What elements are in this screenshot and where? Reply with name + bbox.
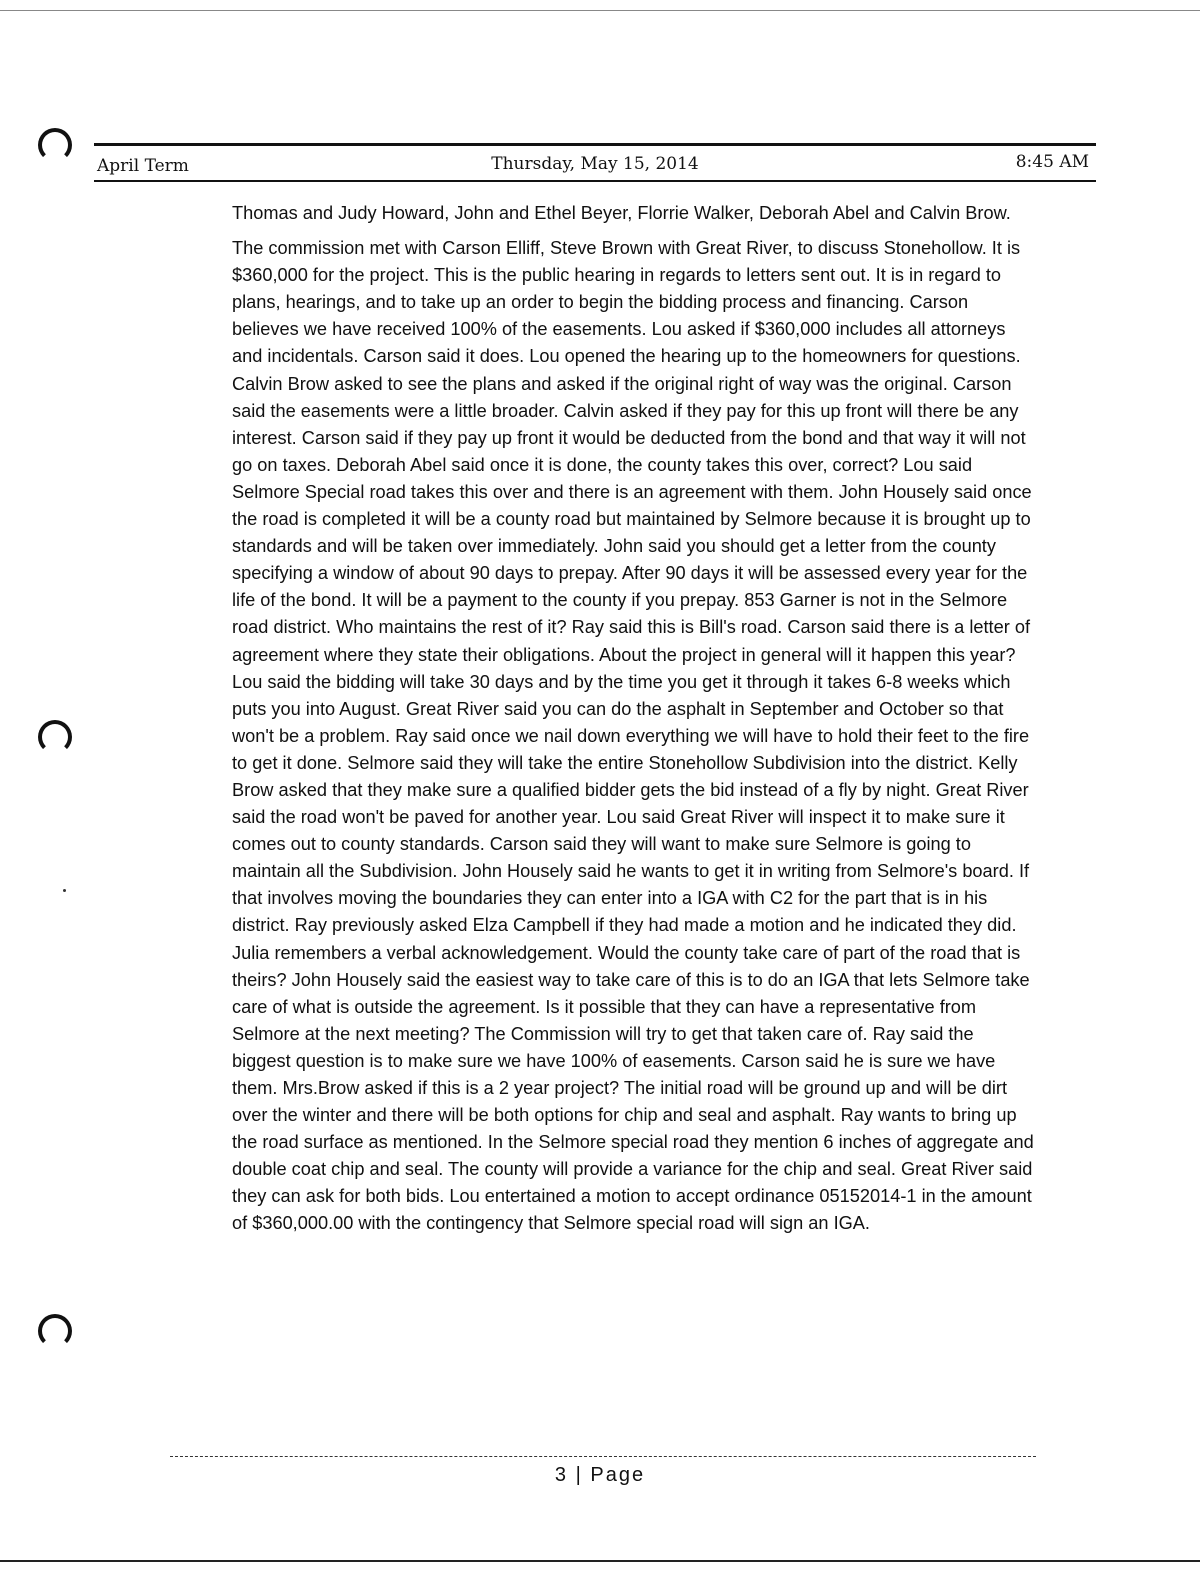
minutes-body	[232, 200, 1037, 1246]
page-number: 3 | Page	[554, 1464, 646, 1486]
discussion-paragraph: The commission met with Carson Elliff, Steve Brown with Great River, to discuss Stonehollow. It is $360,000 for the project. This is the public hearing in regards to letters sent out. It is in regard to plans, hearings, and to take up an order to begin the bidding process and financing. Carson believes we have received 100% of the easements. Lou asked if $360,000 includes all attorneys and incidentals. Carson said it does. Lou opened the hearing up to the homeowners for questions. Calvin Brow asked to see the plans and asked if the original right of way was the original. Carson said the easements were a little broader. Calvin asked if they pay for this up front will there be any interest. Carson said if they pay up front it would be deducted from the bond and that way it will not go on taxes. Deborah Abel said once it is done, the county takes this over, correct? Lou said Selmore Special road takes this over and there is an agreement with them. John Housely said once the road is completed it will be a county road but maintained by Selmore because it is brought up to standards and will be taken over immediately. John said you should get a letter from the county specifying a window of about 90 days to prepay. After 90 days it will be assessed every year for the life of the bond. It will be a payment to the county if you prepay. 853 Garner is not in the Selmore road district. Who maintains the rest of it? Ray said this is Bill's road. Carson said there is a letter of agreement where they state their obligations. About the project in general will it happen this year? Lou said the bidding will take 30 days and by the time you get it through it takes 6-8 weeks which puts you into August. Great River said you can do the asphalt in September and October so that won't be a problem. Ray said once we nail down everything we will have to hold their feet to the fire to get it done. Selmore said they will take the entire Stonehollow Subdivision into the district. Kelly Brow asked that they make sure a qualified bidder gets the bid instead of a fly by night. Great River said the road won't be paved for another year. Lou said Great River will inspect it to make sure it comes out to county standards. Carson said they will want to make sure Selmore is going to maintain all the Subdivision. John Housely said he wants to get it in writing from Selmore's board. If that involves moving the boundaries they can enter into a IGA with C2 for the part that is in his district. Ray previously asked Elza Campbell if they had made a motion and he indicated they did. Julia remembers a verbal acknowledgement. Would the county take care of part of the road that is theirs? John Housely said the easiest way to take care of this is to do an IGA that lets Selmore take care of what is outside the agreement. Is it possible that they can have a representative from Selmore at the next meeting? The Commission will try to get that taken care of. Ray said the biggest question is to make sure we have 100% of easements. Carson said he is sure we have them. Mrs.Brow asked if this is a 2 year project? The initial road will be ground up and will be dirt over the winter and there will be both options for chip and seal and asphalt. Ray wants to bring up the road surface as mentioned. In the Selmore special road they mention 6 inches of aggregate and double coat chip and seal. The county will provide a variance for the chip and seal. Great River said they can ask for both bids. Lou entertained a motion to accept ordinance 05152014-1 in the amount of $360,000.00 with the contingency that Selmore special road will sign an IGA.	[232, 238, 1034, 1234]
binder-hole-icon	[38, 128, 72, 162]
scan-edge-bottom	[0, 1560, 1200, 1562]
header-rule-bottom	[94, 180, 1096, 182]
meeting-date: Thursday, May 15, 2014	[491, 154, 699, 174]
scan-speck	[63, 889, 66, 892]
header-rule-top	[94, 143, 1096, 146]
meeting-time: 8:45 AM	[1015, 152, 1089, 172]
footer-rule	[170, 1456, 1036, 1457]
binder-hole-icon	[38, 720, 72, 754]
scan-edge-top	[0, 10, 1200, 11]
term-label: April Term	[97, 156, 189, 176]
binder-hole-icon	[38, 1314, 72, 1348]
page-header	[97, 150, 1093, 178]
attendees-paragraph: Thomas and Judy Howard, John and Ethel Beyer, Florrie Walker, Deborah Abel and Calvin Brow.	[232, 203, 1011, 223]
